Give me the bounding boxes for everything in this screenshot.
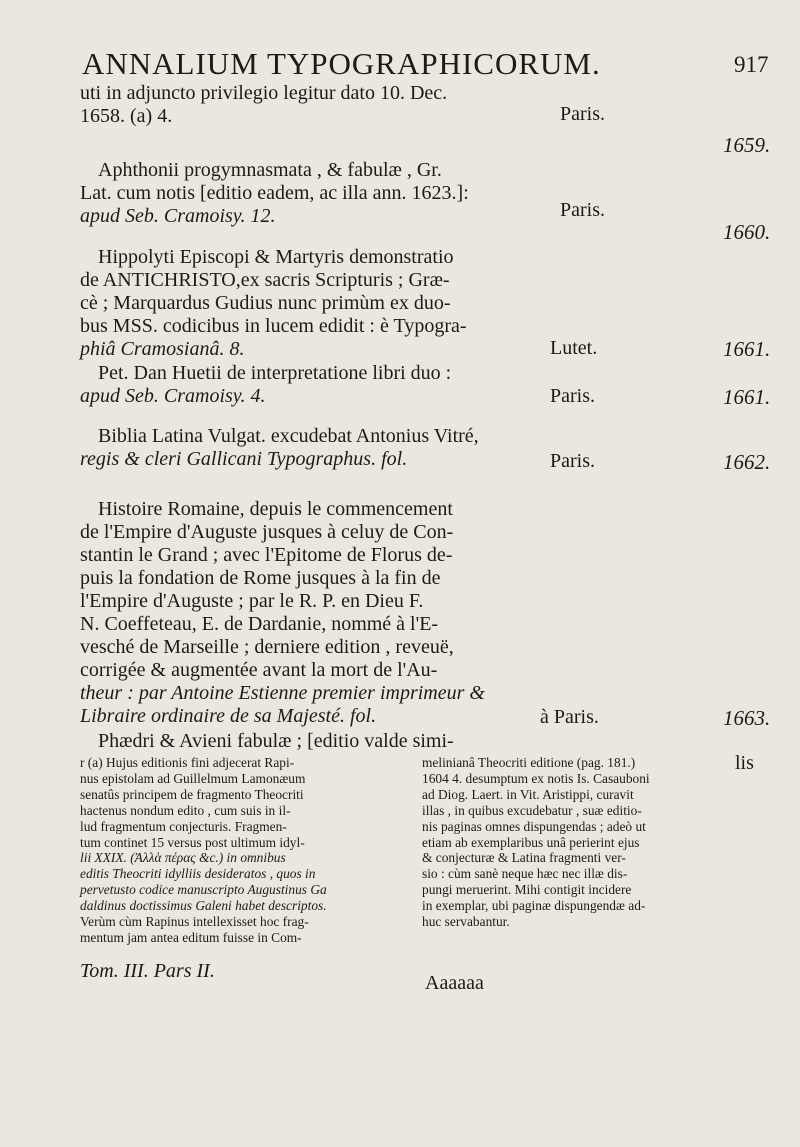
entry-place: Paris. bbox=[550, 450, 595, 472]
footnote-line: 1604 4. desumptum ex notis Is. Casauboni bbox=[422, 770, 650, 786]
footnote-line: nis paginas omnes dispungendas ; adeò ut bbox=[422, 818, 646, 834]
footnote-line: sio : cùm sanè neque hæc nec illæ dis- bbox=[422, 866, 628, 882]
footnote-line: melinianâ Theocriti editione (pag. 181.) bbox=[422, 755, 636, 770]
page-number: 917 bbox=[734, 52, 769, 77]
footnote-line: in exemplar, ubi paginæ dispungendæ ad- bbox=[422, 898, 646, 914]
entry-line: bus MSS. codicibus in lucem edidit : è Typogra- bbox=[80, 315, 467, 337]
entry-line: cè ; Marquardus Gudius nunc primùm ex duo- bbox=[80, 292, 451, 314]
entry-line: corrigée & augmentée avant la mort de l'Au- bbox=[80, 659, 438, 681]
footnote-line: nus epistolam ad Guillelmum Lamonæum bbox=[80, 770, 306, 786]
footnote-line: pervetusto codice manuscripto Augustinus Ga bbox=[80, 882, 327, 898]
entry-place: Lutet. bbox=[550, 337, 598, 359]
footnote-line: tum continet 15 versus post ultimum idyl- bbox=[80, 834, 305, 850]
entry-line: Aphthonii progymnasmata , & fabulæ , Gr. bbox=[98, 159, 442, 181]
entry-line: Pet. Dan Huetii de interpretatione libri duo : bbox=[98, 362, 452, 384]
entry-line: vesché de Marseille ; derniere edition , reveuë, bbox=[80, 636, 454, 658]
entry-line: Hippolyti Episcopi & Martyris demonstratio bbox=[98, 246, 454, 268]
footnote-line: mentum jam antea editum fuisse in Com- bbox=[80, 929, 302, 945]
entry-place: Paris. bbox=[560, 103, 605, 125]
entry-line: Lat. cum notis [editio eadem, ac illa ann. 1623.]: bbox=[80, 182, 469, 204]
entry-year: 1661. bbox=[723, 385, 771, 409]
footnote-line: r (a) Hujus editionis fini adjecerat Rapi- bbox=[80, 755, 295, 770]
footnote-line: illas , in quibus excudebatur , suæ editio- bbox=[422, 802, 642, 818]
catalog-entry bbox=[80, 362, 470, 408]
footnote-line: pungi meruerint. Mihi contigit incidere bbox=[422, 882, 632, 898]
volume-line: Tom. III. Pars II. bbox=[80, 960, 215, 982]
entry-line: N. Coeffeteau, E. de Dardanie, nommé à l'E- bbox=[80, 613, 439, 635]
footnote-line: huc servabantur. bbox=[422, 914, 510, 930]
catalog-entry bbox=[80, 82, 470, 128]
footnote-line: ad Diog. Laert. in Vit. Aristippi, curavit bbox=[422, 786, 634, 802]
entry-line: l'Empire d'Auguste ; par le R. P. en Dieu F. bbox=[80, 590, 424, 612]
entry-line: Phædri & Avieni fabulæ ; [editio valde simi- bbox=[98, 730, 454, 752]
footnote-line: lud fragmentum conjecturis. Fragmen- bbox=[80, 818, 287, 834]
entry-line: 1658. (a) 4. bbox=[80, 105, 173, 127]
catalog-entry bbox=[80, 730, 470, 753]
entry-line: apud Seb. Cramoisy. 4. bbox=[80, 385, 266, 407]
footnote-line: etiam ab exemplaribus unâ perierint ejus bbox=[422, 834, 640, 850]
entry-line: regis & cleri Gallicani Typographus. fol. bbox=[80, 448, 408, 470]
catalog-entry bbox=[80, 246, 470, 361]
entry-line: apud Seb. Cramoisy. 12. bbox=[80, 205, 276, 227]
footnote-line: editis Theocriti idylliis desideratos , quos in bbox=[80, 866, 316, 882]
footnote-line: senatûs principem de fragmento Theocriti bbox=[80, 786, 304, 802]
entry-year: 1659. bbox=[723, 133, 771, 157]
entry-place: à Paris. bbox=[540, 706, 599, 728]
entry-line: puis la fondation de Rome jusques à la fin de bbox=[80, 567, 441, 589]
entry-year: 1663. bbox=[723, 706, 771, 730]
entry-line: phiâ Cramosianâ. 8. bbox=[80, 338, 245, 360]
entry-year: 1662. bbox=[723, 450, 771, 474]
catalog-entry bbox=[80, 425, 479, 471]
signature-mark: Aaaaaa bbox=[425, 972, 484, 994]
catalog-entry bbox=[80, 498, 485, 728]
entry-place: Paris. bbox=[550, 385, 595, 407]
entry-line: de ANTICHRISTO,ex sacris Scripturis ; Græ- bbox=[80, 269, 450, 291]
footnote-column-right bbox=[422, 755, 650, 930]
catchword: lis bbox=[735, 752, 754, 774]
entry-line: theur : par Antoine Estienne premier imprimeur & bbox=[80, 682, 485, 704]
footnote-line: lii XXIX. (Ἀλλὰ πέρας &c.) in omnibus bbox=[80, 850, 286, 866]
running-title: ANNALIUM TYPOGRAPHICORUM. bbox=[82, 46, 601, 81]
catalog-entry bbox=[80, 159, 470, 228]
entry-place: Paris. bbox=[560, 199, 605, 221]
entry-line: de l'Empire d'Auguste jusques à celuy de Con- bbox=[80, 521, 454, 543]
footnote-column-left bbox=[80, 755, 327, 946]
entry-line: Histoire Romaine, depuis le commencement bbox=[98, 498, 453, 520]
entry-line: uti in adjuncto privilegio legitur dato 10. Dec. bbox=[80, 82, 448, 104]
footnote-line: & conjecturæ & Latina fragmenti ver- bbox=[422, 850, 626, 866]
footnote-line: daldinus doctissimus Galeni habet descriptos. bbox=[80, 898, 327, 914]
entry-line: stantin le Grand ; avec l'Epitome de Florus de- bbox=[80, 544, 453, 566]
footnote-line: hactenus nondum edito , cum suis in il- bbox=[80, 802, 291, 818]
entry-year: 1660. bbox=[723, 220, 771, 244]
entry-line: Biblia Latina Vulgat. excudebat Antonius Vitré, bbox=[98, 425, 479, 447]
entry-line: Libraire ordinaire de sa Majesté. fol. bbox=[80, 705, 377, 727]
footnote-line: Verùm cùm Rapinus intellexisset hoc frag- bbox=[80, 914, 309, 930]
entry-year: 1661. bbox=[723, 337, 771, 361]
